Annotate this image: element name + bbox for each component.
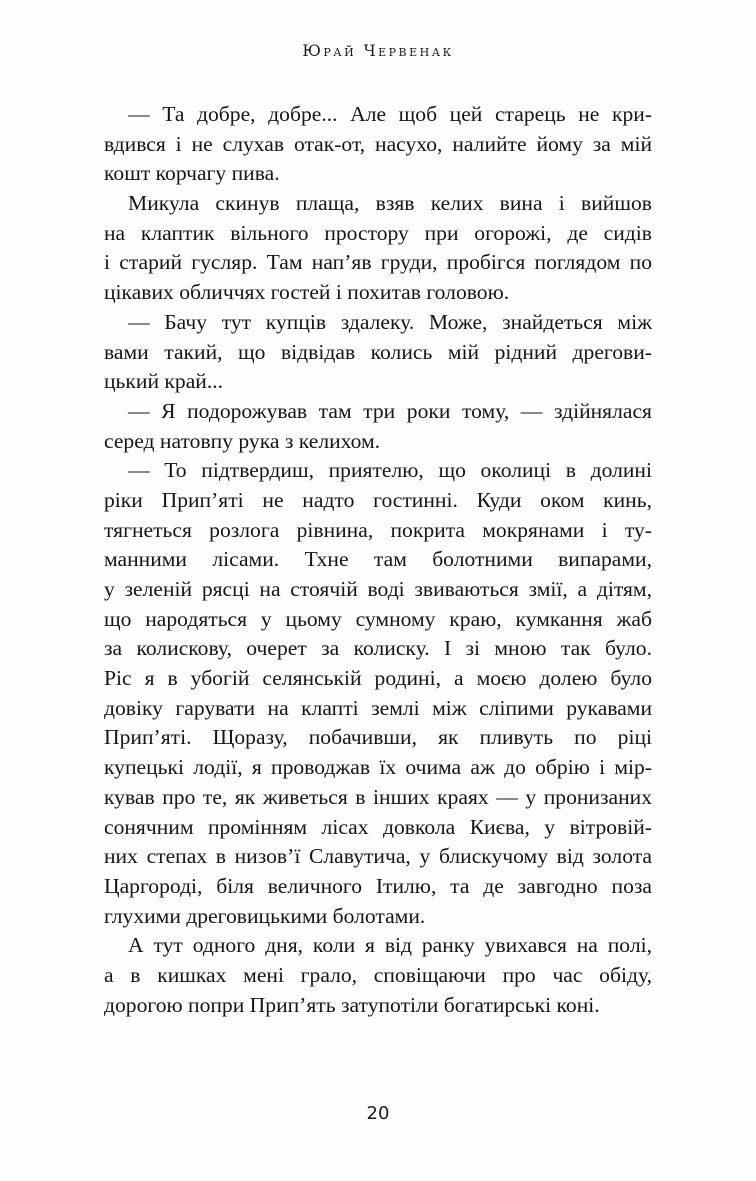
text-line: сонячним промінням лісах довкола Києва, у вітровій- [104,814,652,839]
text-line: тягнеться розлога рівнина, покрита мокрянами і ту- [104,517,652,542]
body-text [104,100,652,1020]
text-line: Прип’яті. Щоразу, побачивши, як пливуть по ріці [104,725,652,750]
text-line: — Та добре, добре... Але щоб цей старець не кри- [128,102,652,126]
text-line: — Бачу тут купців здалеку. Може, знайдеться між [128,309,652,334]
text-line: Микула скинув плаща, взяв келих вина і вийшов [128,191,652,216]
text-line: за колискову, очерет за колиску. І зі мною так було. [104,636,652,661]
text-line: них степах в низов’ї Славутича, у блискучому від золота [104,844,652,869]
text-line: — То підтвердиш, приятелю, що околиці в долині [128,458,652,483]
page-number: 20 [366,1103,390,1124]
running-head-author: Юрай Червенак [302,42,454,60]
text-line: купецькі лодії, я проводжав їх очима аж до обрію і мір- [104,755,652,780]
text-line: у зеленій рясці на стоячій воді звиваються змії, а дітям, [104,577,652,601]
text-line: кував про те, як живеться в інших краях — у пронизаних [104,784,652,809]
text-line: на клаптик вільного простору при огорожі, де сидів [104,220,652,245]
text-line: дорогою попри Прип’ять затупотіли богатирські коні. [104,992,600,1017]
text-line: А тут одного дня, коли я від ранку увихався на полі, [128,933,652,958]
text-line: що народяться у цьому сумному краю, кумкання жаб [104,606,652,631]
text-line: кошт корчагу пива. [104,161,280,186]
text-line: — Я подорожував там три роки тому, — здійнялася [128,398,652,423]
text-line: ріки Прип’яті не надто гостинні. Куди оком кинь, [104,487,652,512]
text-line: вдився і не слухав отак-от, насухо, налийте йому за мій [104,131,652,156]
text-line: Царгороді, біля величного Ітилю, та де завгодно поза [104,873,652,898]
text-line: а в кишках мені грало, сповіщаючи про час обіду, [104,962,652,987]
text-line: цікавих обличчях гостей і похитав головою. [104,280,510,305]
text-line: вами такий, що відвідав колись мій рідний дрегови- [104,339,652,364]
text-line: серед натовпу рука з келихом. [104,428,381,453]
text-line: цький край... [104,369,224,394]
text-line: і старий гусляр. Там нап’яв груди, пробігся поглядом по [104,250,652,275]
text-line: Ріс я в убогій селянській родині, а моєю долею було [104,666,652,691]
text-line: глухими дреговицькими болотами. [104,903,426,928]
text-line: манними лісами. Тхне там болотними випарами, [104,547,652,572]
text-line: довіку гарувати на клапті землі між сліпими рукавами [104,695,652,720]
